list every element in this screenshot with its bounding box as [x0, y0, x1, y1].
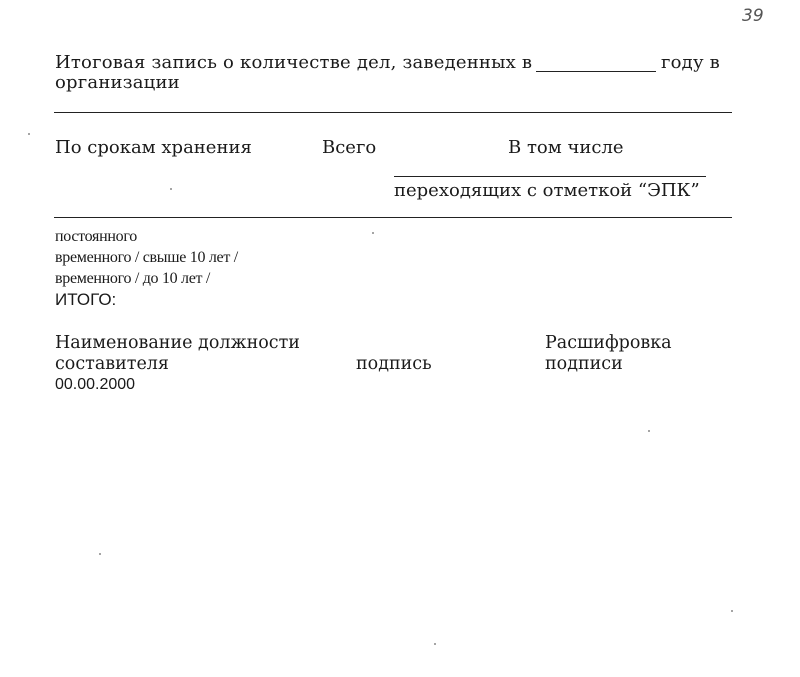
column-including: В том числе — [508, 137, 624, 158]
row-temporary-under-10: временного / до 10 лет / — [55, 270, 211, 287]
scan-speck — [731, 610, 733, 612]
header-bottom-rule — [54, 217, 732, 218]
heading-line-1: Итоговая запись о количестве дел, заведенных в — [55, 52, 533, 73]
column-total: Всего — [322, 137, 377, 158]
total-label: ИТОГО: — [55, 290, 117, 309]
page-number: 39 — [742, 6, 764, 26]
signature-label: подпись — [356, 354, 432, 374]
column-storage-terms: По срокам хранения — [55, 137, 252, 158]
scan-speck — [648, 430, 650, 432]
year-blank-line — [536, 71, 656, 72]
row-temporary-over-10: временного / свыше 10 лет / — [55, 249, 238, 266]
scan-speck — [99, 553, 101, 555]
position-label-line-1: Наименование должности — [55, 333, 300, 353]
scan-speck — [28, 133, 30, 135]
including-rule — [394, 176, 706, 177]
heading-line-2: организации — [55, 72, 180, 93]
date-value: 00.00.2000 — [55, 376, 136, 393]
signature-decode-line-2: подписи — [545, 354, 623, 374]
heading-line-1-end: году в — [661, 52, 720, 73]
position-label-line-2: составителя — [55, 354, 169, 374]
scan-speck — [434, 643, 436, 645]
column-epk: переходящих с отметкой “ЭПК” — [394, 180, 700, 201]
row-permanent: постоянного — [55, 228, 137, 245]
organization-rule — [54, 112, 732, 113]
scan-speck — [372, 232, 374, 234]
signature-decode-line-1: Расшифровка — [545, 333, 672, 353]
scan-speck — [170, 188, 172, 190]
